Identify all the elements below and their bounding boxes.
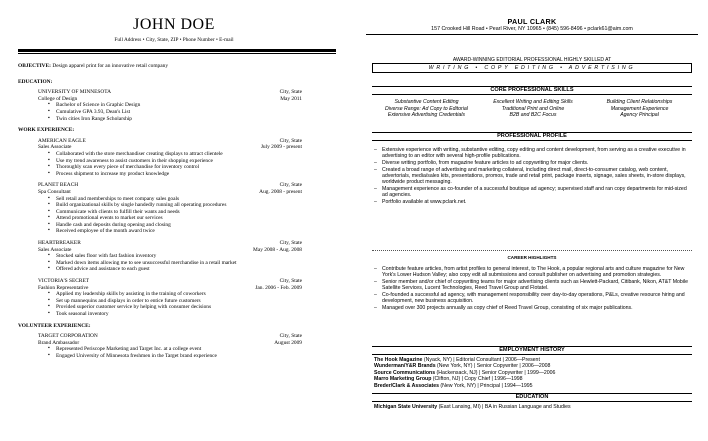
resume-body — [18, 63, 336, 365]
entry-dates: August 2009 — [274, 339, 302, 346]
header-rule — [366, 34, 698, 35]
employment-org: The Hook Magazine — [374, 357, 423, 363]
highlight-item: – Managed over 300 projects annually as copy chief of Reed Travel Group, consisting of six major publications. — [374, 305, 692, 311]
education-detail: (East Lansing, MI) | BA in Russian Language and Studies — [437, 404, 571, 410]
entry-title: Fashion Representative — [38, 284, 89, 291]
resume-paul-clark — [356, 0, 708, 441]
highlight-item: – Senior member and/or chief of copywriting teams for major advertising clients such as Hewlett-Packard, Citibank, Nikon, AT&T Mobile Satellite Services, Lucent Technologies, Reed Travel Group and Flotatel. — [374, 279, 692, 291]
entry-title: Spa Consultant — [38, 188, 71, 195]
entry-row-org — [38, 240, 336, 247]
entry-title: College of Design — [38, 95, 78, 102]
employment-org: Wunderman/Y&R Brands — [374, 363, 436, 370]
header-rule-thick — [18, 49, 336, 52]
employment-org: Breder/Clark & Associates — [374, 382, 439, 389]
entry-row-org — [38, 278, 336, 285]
entry-bullet: ▪ Thoroughly scan every piece of merchandise for inventory control — [48, 164, 336, 171]
entry-org: PLANET BEACH — [38, 182, 79, 189]
education-section — [18, 89, 336, 122]
work-section — [18, 138, 336, 318]
entry-location: City, State — [279, 182, 302, 189]
employment-org: Marro Marketing Group — [374, 376, 432, 383]
entry-row-title — [38, 189, 336, 196]
profile-list — [374, 147, 692, 205]
education-entry — [374, 404, 692, 410]
skills-column — [587, 99, 692, 119]
entry-dates: Aug. 2008 - present — [259, 188, 302, 195]
entry-bullet: ▪ Provided superior customer service by helping with consumer decisions — [48, 304, 336, 311]
entry-location: City, State — [279, 137, 302, 144]
entry-bullet: ▪ Build organizational skills by single handedly running all operating procedures — [48, 202, 336, 209]
entry-org: AMERICAN EAGLE — [38, 137, 86, 144]
skill-item: Agency Principal — [620, 112, 659, 119]
resume-entry — [38, 240, 336, 273]
entry-org: UNIVERSITY OF MINNESOTA — [38, 89, 112, 96]
employment-detail: (New York, NY) | Senior Copywriter | 2006—2008 — [435, 363, 551, 370]
highlight-item: – Contribute feature articles, from artist profiles to general interest, to The Hook, a popular regional arts and culture magazine for New York's Lower Hudson Valley; also copy edit all submissions and consult publisher on advertising and promotion strategies. — [374, 266, 692, 278]
profile-item: – Created a broad range of advertising and marketing collateral, including direct mail, direct-to-consumer catalog, web content, advertorials, media/sales kits, presentations, promos, trade and retail print, package inserts, signage, sales sheets, in-store displays, worldwide product messaging. — [374, 167, 692, 186]
resume-entry — [38, 138, 336, 178]
profile-item: – Portfolio available at www.pclark.net. — [374, 199, 692, 205]
entry-bullet: ▪ Use my trend awareness to assist customers in their shopping experience — [48, 158, 336, 165]
entry-bullet: ▪ Offered advice and assistance to each guest — [48, 266, 336, 273]
education-heading: EDUCATION: — [18, 78, 53, 85]
entry-row-title — [38, 340, 336, 347]
education-org: Michigan State University — [374, 404, 438, 410]
highlight-item: – Co-founded a successful ad agency, with management responsibility over day-to-day operations, P&Ls, creative resource hiring and development, new business acquisition. — [374, 292, 692, 304]
entry-dates: July 2009 - present — [260, 144, 302, 151]
employment-detail: (Clifton, NJ) | Copy Chief | 1996—1998 — [431, 376, 523, 383]
entry-bullet: ▪ Cumulative GPA 3.93, Dean's List — [48, 109, 336, 116]
entry-location: City, State — [279, 333, 302, 340]
entry-row-org — [38, 333, 336, 340]
resume-john-doe — [0, 0, 348, 441]
entry-row-org — [38, 182, 336, 189]
entry-location: City, State — [279, 240, 302, 247]
profile-item: – Extensive experience with writing, substantive editing, copy editing and content development, from serving as a creative executive in advertising to an editor with several high-profile publications. — [374, 147, 692, 159]
entry-bullet: ▪ Stocked sales floor with fast fashion inventory — [48, 253, 336, 260]
entry-bullet: ▪ Handle cash and deposits during opening and closing — [48, 222, 336, 229]
entry-bullet: ▪ Twin cities Iron Range Scholarship — [48, 116, 336, 123]
entry-bullet: ▪ Marked down items allowing me to see unsuccessful merchandise in a retail market — [48, 260, 336, 267]
employment-item — [374, 383, 692, 389]
entry-title: Sales Associate — [38, 144, 72, 151]
header-rule-thin — [18, 53, 336, 54]
employment-org: Source Communications — [374, 369, 436, 376]
entry-location: City, State — [279, 278, 302, 285]
entry-row-title — [38, 144, 336, 151]
skill-item: Substantive Content Editing — [394, 99, 459, 105]
skill-item: Extensive Advertising Credentials — [387, 112, 466, 119]
entry-bullet: ▪ Set up mannequins and displays in order to entice future customers — [48, 298, 336, 305]
skill-item: Management Experience — [610, 105, 669, 112]
work-heading: WORK EXPERIENCE: — [18, 127, 75, 134]
skills-banner: WRITING • COPY EDITING • ADVERTISING — [372, 63, 692, 73]
objective-label: OBJECTIVE: — [18, 63, 51, 69]
employment-heading: EMPLOYMENT HISTORY — [372, 346, 692, 355]
entry-bullet: ▪ Sell retail and memberships to meet company sales goals — [48, 196, 336, 203]
skills-column — [481, 99, 586, 119]
entry-bullet: ▪ Represented Periscope Marketing and Target Inc. at a college event — [48, 346, 336, 353]
entry-dates: Jan. 2006 - Feb. 2009 — [255, 284, 302, 291]
entry-bullet: ▪ Attend promotional events to market our services — [48, 215, 336, 222]
entry-bullet: ▪ Received employee of the month award twice — [48, 228, 336, 235]
entry-location: City, State — [279, 89, 302, 96]
profile-heading: PROFESSIONAL PROFILE — [372, 132, 692, 141]
entry-bullet: ▪ Bachelor of Science in Graphic Design — [48, 102, 336, 109]
skill-item: Excellent Writing and Editing Skills — [493, 99, 573, 105]
resume-contact: 157 Crooked Hill Road • Pearl River, NY 10965 • (845) 596-8496 • pclark61@aim.com — [431, 26, 633, 32]
resume-entry — [38, 333, 336, 359]
entry-title: Brand Ambassador — [38, 339, 80, 346]
employment-detail: (Hackensack, NJ) | Senior Copywriter | 1999—2006 — [435, 369, 556, 376]
resume-contact: Full Address • City, State, ZIP • Phone Number • E-mail — [114, 37, 234, 43]
highlights-heading: CAREER HIGHLIGHTS — [507, 255, 557, 260]
resume-entry — [38, 182, 336, 235]
resume-name: PAUL CLARK — [507, 17, 557, 26]
profile-item: – Management experience as co-founder of a successful boutique ad agency; supervised staff and ran copy departments for mid-sized ad agencies. — [374, 186, 692, 198]
skill-item: Traditional Print and Online — [501, 105, 565, 112]
skill-item: B2B and B2C Focus — [509, 112, 557, 119]
dotted-divider — [372, 250, 692, 251]
employment-list — [374, 357, 692, 389]
skills-column — [374, 99, 479, 119]
employment-detail: (New York, NY) | Principal | 1994—1995 — [438, 382, 533, 389]
employment-detail: (Nyack, NY) | Editorial Consultant | 2006—Present — [422, 357, 540, 363]
entry-org: VICTORIA'S SECRET — [38, 278, 90, 285]
education-heading: EDUCATION — [372, 393, 692, 402]
entry-row-org — [38, 89, 336, 96]
entry-dates: May 2008 - Aug. 2008 — [253, 246, 302, 253]
core-skills-heading: CORE PROFESSIONAL SKILLS — [372, 86, 692, 95]
entry-title: Sales Associate — [38, 246, 72, 253]
highlights-list — [374, 266, 692, 311]
entry-dates: May 2011 — [280, 95, 302, 102]
resume-entry — [38, 89, 336, 122]
entry-bullet: ▪ Communicate with clients to fulfill their wants and needs — [48, 209, 336, 216]
entry-org: HEARTBREAKER — [38, 240, 81, 247]
resume-entry — [38, 278, 336, 318]
tagline: AWARD-WINNING EDITORIAL PROFESSIONAL HIGHLY SKILLED AT — [452, 57, 612, 63]
resume-name: JOHN DOE — [133, 16, 215, 33]
entry-row-org — [38, 138, 336, 145]
skill-item: Diverse Range: Ad Copy to Editorial — [385, 105, 468, 112]
skill-item: Building Client Relationships — [606, 99, 673, 105]
entry-bullet: ▪ Collaborated with the store merchandiser creating displays to attract clientele — [48, 151, 336, 158]
entry-bullet: ▪ Applied my leadership skills by assisting in the training of coworkers — [48, 291, 336, 298]
volunteer-heading: VOLUNTEER EXPERIENCE: — [18, 322, 91, 329]
entry-org: TARGET CORPORATION — [38, 333, 98, 340]
volunteer-section — [18, 333, 336, 359]
core-skills-columns — [374, 99, 692, 119]
objective — [18, 63, 336, 70]
entry-bullet: ▪ Engaged University of Minnesota freshmen in the Target brand experience — [48, 353, 336, 360]
profile-item: – Diverse writing portfolio, from magazine feature articles to ad copywriting for major clients. — [374, 160, 692, 166]
entry-bullet: ▪ Process shipment to increase my product knowledge — [48, 171, 336, 178]
objective-text: Design apparel print for an innovative retail company — [52, 63, 169, 69]
entry-bullet: ▪ Took seasonal inventory — [48, 311, 336, 318]
